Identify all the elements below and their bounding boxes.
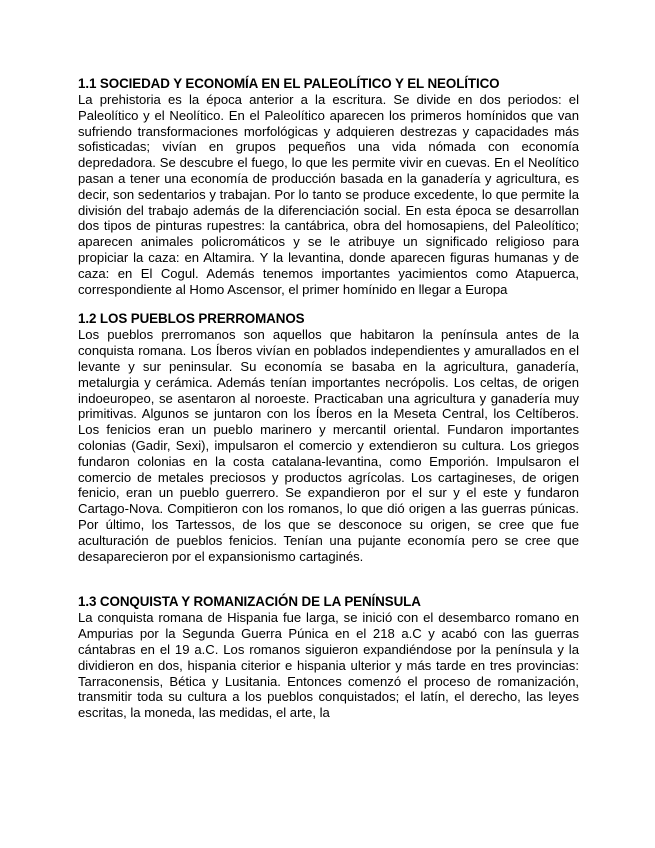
section-conquista-romanizacion: [78, 594, 579, 721]
section-title: 1.1 SOCIEDAD Y ECONOMÍA EN EL PALEOLÍTICO Y EL NEOLÍTICO: [78, 76, 500, 91]
section-paleolitico-neolitico: [78, 76, 579, 297]
section-spacer: [78, 297, 579, 311]
section-paragraph: La prehistoria es la época anterior a la escritura. Se divide en dos periodos: el Paleolítico y el Neolítico. En el Paleolítico aparecen los primeros homínidos que van sufriendo transformaciones morfológicas y adquieren destrezas y capacidades más sofisticadas; vivían en grupos pequeños una vida nómada con economía depredadora. Se descubre el fuego, lo que les permite vivir en cuevas. En el Neolítico pasan a tener una economía de producción basada en la ganadería y agricultura, es decir, son sedentarios y trabajan. Por lo tanto se produce excedente, lo que permite la división del trabajo además de la diferenciación social. En esta época se desarrollan dos tipos de pinturas rupestres: la cantábrica, obra del homosapiens, del Paleolítico; aparecen animales policromáticos y se le atribuye un significado religioso para propiciar la caza: en Altamira. Y la levantina, donde aparecen figuras humanas y de caza: en El Cogul. Además tenemos importantes yacimientos como Atapuerca, correspondiente al Homo Ascensor, el primer homínido en llegar a Europa: [78, 92, 579, 297]
section-paragraph: Los pueblos prerromanos son aquellos que habitaron la península antes de la conquista romana. Los Íberos vivían en poblados independientes y amurallados en el levante y sur peninsular. Su economía se basaba en la agricultura, ganadería, metalurgia y cerámica. Además tenían importantes necrópolis. Los celtas, de origen indoeuropeo, se asentaron al noroeste. Practicaban una agricultura y ganadería muy primitivas. Algunos se juntaron con los Íberos en la Meseta Central, los Celtíberos. Los fenicios eran un pueblo marinero y mercantil oriental. Fundaron importantes colonias (Gadir, Sexi), impulsaron el comercio y extendieron su cultura. Los griegos fundaron colonias en la costa catalana-levantina, como Emporión. Impulsaron el comercio de metales preciosos y productos agrícolas. Los cartagineses, de origen fenicio, eran un pueblo guerrero. Se expandieron por el sur y el este y fundaron Cartago-Nova. Compitieron con los romanos, lo que dió origen a las guerras púnicas. Por último, los Tartessos, de los que se desconoce su origen, se cree que fue aculturación de pueblos fenicios. Tenían una pujante economía pero se cree que desaparecieron por el expansionismo cartaginés.: [78, 327, 579, 564]
section-paragraph: La conquista romana de Hispania fue larga, se inició con el desembarco romano en Ampurias por la Segunda Guerra Púnica en el 218 a.C y acabó con las guerras cántabras en el 19 a.C. Los romanos siguieron expandiéndose por la península y la dividieron en dos, hispania citerior e hispania ulterior y más tarde en tres provincias: Tarraconensis, Bética y Lusitania. Entonces comenzó el proceso de romanización, transmitir toda su cultura a los pueblos conquistados; el latín, el derecho, las leyes escritas, la moneda, las medidas, el arte, la: [78, 610, 579, 721]
document-page: [78, 76, 579, 721]
section-spacer: [78, 564, 579, 594]
section-pueblos-prerromanos: [78, 311, 579, 564]
section-title: 1.2 LOS PUEBLOS PRERROMANOS: [78, 311, 305, 327]
section-title: 1.3 CONQUISTA Y ROMANIZACIÓN DE LA PENÍNSULA: [78, 594, 421, 610]
